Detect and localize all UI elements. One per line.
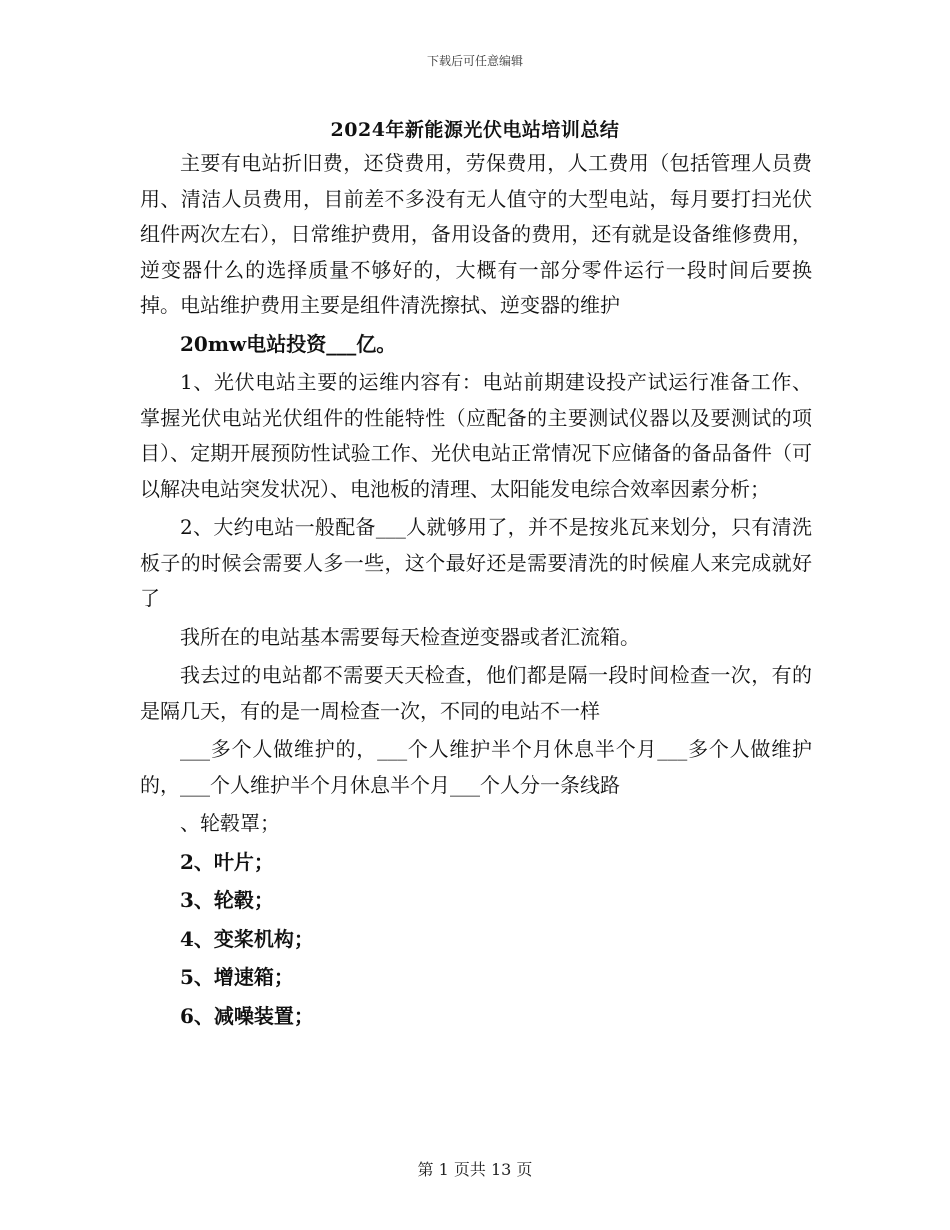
list-item-pitch-mechanism: 4、变桨机构； — [180, 926, 314, 951]
list-item-noise-reduction: 6、减噪装置； — [180, 1003, 314, 1028]
page-number: 第 1 页共 13 页 — [417, 1160, 533, 1179]
list-item-blades: 2、叶片； — [180, 849, 274, 874]
list-item-gearbox: 5、增速箱； — [180, 965, 294, 989]
paragraph-check-frequency: 我去过的电站都不需要天天检查，他们都是隔一段时间检查一次，有的是隔几天，有的是一周检查一次，不同的电站不一样 — [140, 663, 812, 723]
paragraph-maintenance-costs: 主要有电站折旧费，还贷费用，劳保费用，人工费用（包括管理人员费用、清洁人员费用，目前差不多没有无人值守的大型电站，每月要打扫光伏组件两次左右），日常维护费用，备用设备的费用，还有就是设备维修费用，逆变器什么的选择质量不够好的，大概有一部分零件运行一段时间后要换掉。电站维护费用主要是组件清洗擦拭、逆变器的维护 — [140, 151, 812, 317]
paragraph-maintenance-shifts: ___多个人做维护的，___个人维护半个月休息半个月___多个人做维护的，___个人维护半个月休息半个月___个人分一条线路 — [140, 737, 812, 797]
document-body — [140, 146, 812, 1037]
paragraph-staffing: 2、大约电站一般配备___人就够用了，并不是按兆瓦来划分，只有清洗板子的时候会需要人多一些，这个最好还是需要清洗的时候雇人来完成就好了 — [140, 515, 812, 610]
list-item-hub-cover: 、轮毂罩； — [180, 811, 280, 835]
paragraph-investment: 20mw电站投资___亿。 — [180, 331, 397, 356]
paragraph-daily-check: 我所在的电站基本需要每天检查逆变器或者汇流箱。 — [180, 624, 640, 649]
document-title: 2024年新能源光伏电站培训总结 — [330, 119, 620, 141]
list-item-hub: 3、轮毂； — [180, 888, 274, 912]
header-note: 下载后可任意编辑 — [426, 54, 523, 68]
paragraph-om-content: 1、光伏电站主要的运维内容有：电站前期建设投产试运行准备工作、掌握光伏电站光伏组件的性能特性（应配备的主要测试仪器以及要测试的项目）、定期开展预防性试验工作、光伏电站正常情况下应储备的备品备件（可以解决电站突发状况）、电池板的清理、太阳能发电综合效率因素分析； — [140, 370, 812, 501]
